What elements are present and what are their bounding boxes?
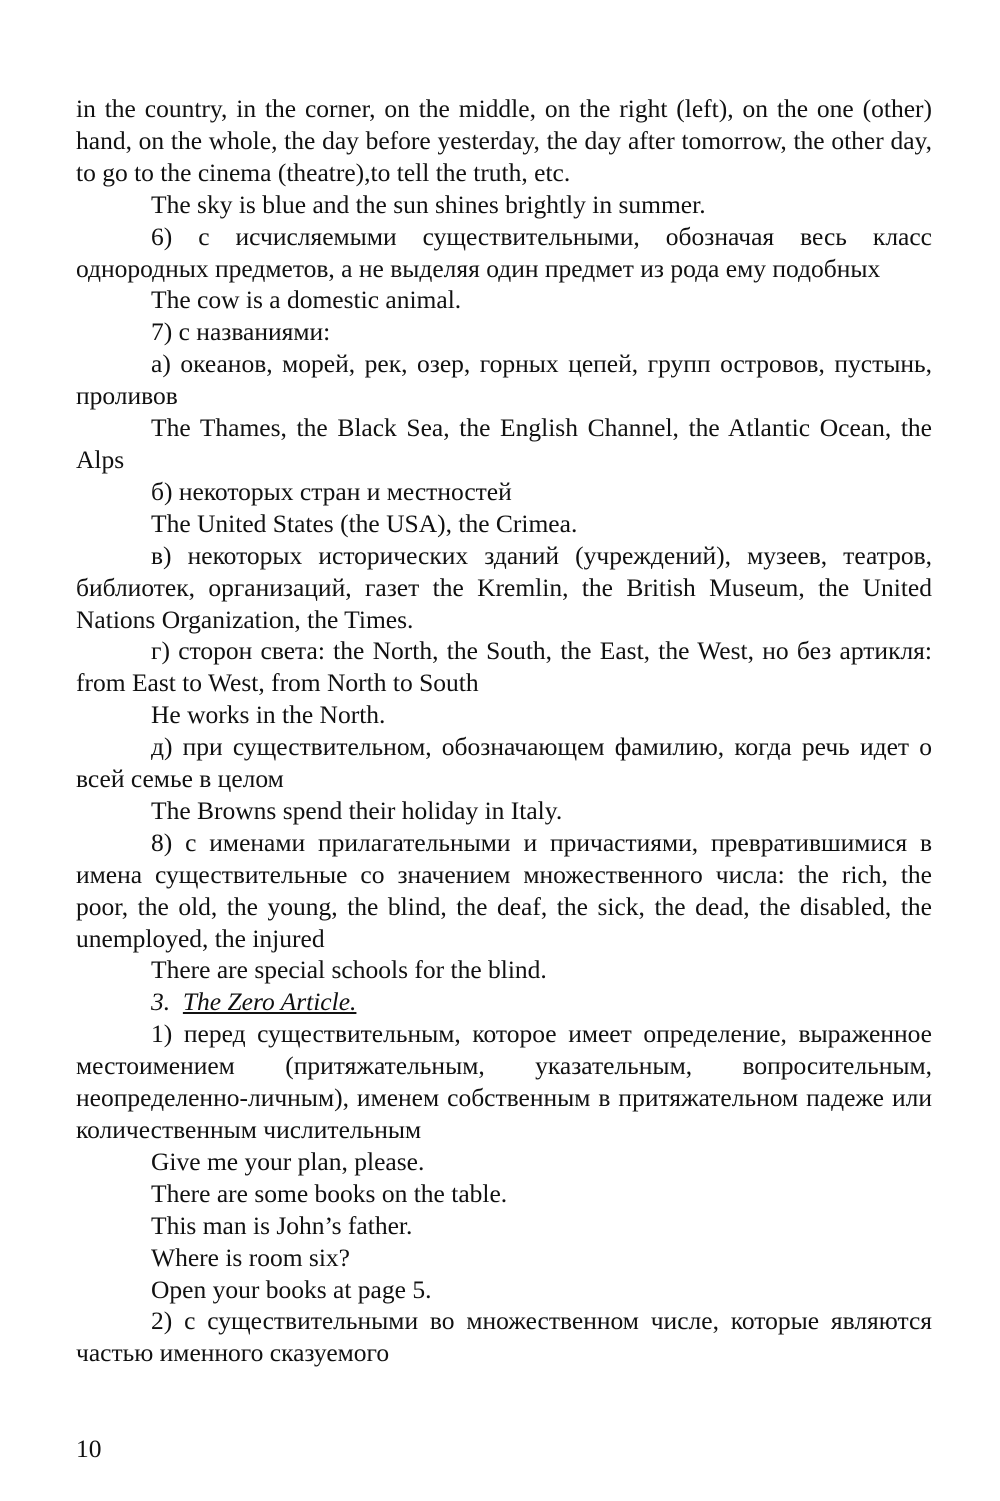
section-heading-number: 3. xyxy=(151,987,171,1017)
example-sentence: The United States (the USA), the Crimea. xyxy=(151,508,578,538)
rule-subitem: в) некоторых исторических зданий (учреждений), музеев, театров, библиотек, организаций, газет the Kremlin, the British Museum, the United Nations Organization, the Times. xyxy=(76,540,932,634)
example-sentence: There are special schools for the blind. xyxy=(151,955,547,985)
example-sentence: The cow is a domestic animal. xyxy=(151,285,462,315)
example-sentence: He works in the North. xyxy=(151,700,386,730)
rule-item: 1) перед существительным, которое имеет определение, выраженное местоимением (притяжательным, указательным, вопросительным, неопределенно-личным), именем собственным в притяжательном падеже или количественным числительным xyxy=(76,1019,932,1144)
example-sentence: Give me your plan, please. xyxy=(151,1146,425,1176)
section-heading-title: The Zero Article. xyxy=(182,987,357,1017)
page-body xyxy=(76,93,932,1369)
rule-item: 8) с именами прилагательными и причастиями, превратившимися в имена существительные со значением множественного числа: the rich, the poor, the old, the young, the blind, the deaf, the sick, the dead, the disabled, the unemployed, the injured xyxy=(76,827,932,953)
section-heading xyxy=(76,986,932,1018)
example-sentence: The sky is blue and the sun shines brightly in summer. xyxy=(151,189,706,219)
rule-item: 6) с исчисляемыми существительными, обозначая весь класс однородных предметов, а не выделяя один предмет из рода ему подобных xyxy=(76,221,932,283)
rule-subitem: г) сторон света: the North, the South, the East, the West, но без артикля: from East to West, from North to South xyxy=(76,636,932,698)
example-sentence: The Browns spend their holiday in Italy. xyxy=(151,795,563,825)
rule-item: 7) с названиями: xyxy=(151,317,331,347)
rule-item: 2) с существительными во множественном числе, которые являются частью именного сказуемого xyxy=(76,1306,932,1368)
example-sentence: This man is John’s father. xyxy=(151,1210,413,1240)
rule-subitem: а) океанов, морей, рек, озер, горных цепей, групп островов, пустынь, проливов xyxy=(76,349,932,411)
page-number: 10 xyxy=(76,1434,102,1463)
example-sentence: Where is room six? xyxy=(151,1242,350,1272)
example-sentence: There are some books on the table. xyxy=(151,1178,508,1208)
example-sentence: Open your books at page 5. xyxy=(151,1274,432,1304)
example-sentence: The Thames, the Black Sea, the English Channel, the Atlantic Ocean, the Alps xyxy=(76,413,932,474)
rule-subitem: д) при существительном, обозначающем фамилию, когда речь идет о всей семье в целом xyxy=(76,732,932,794)
paragraph: in the country, in the corner, on the middle, on the right (left), on the one (other) hand, on the whole, the day before yesterday, the day after tomorrow, the other day, to go to the cinema (theatre),to tell the truth, etc. xyxy=(76,94,932,187)
rule-subitem: б) некоторых стран и местностей xyxy=(151,476,512,506)
